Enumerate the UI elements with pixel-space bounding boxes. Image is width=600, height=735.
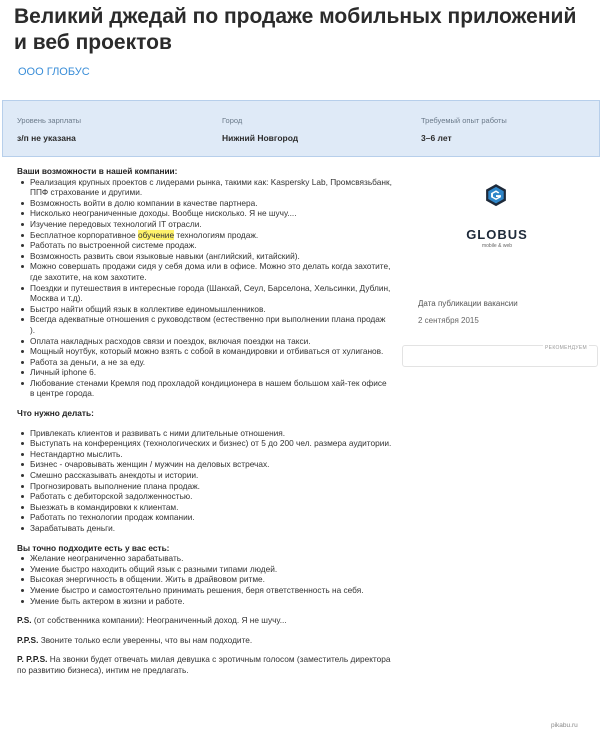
list-item: Можно совершать продажи сидя у себя дома или в офисе. Можно это делать когда захотите, где захотите, на ком захотите.: [17, 261, 392, 282]
list-item: Выезжать в командировки к клиентам.: [17, 502, 392, 513]
vacancy-info-band: [2, 100, 600, 157]
list-item: Поездки и путешествия в интересные города (Шанхай, Сеул, Барселона, Хельсинки, Дублин, Москва и т.д).: [17, 283, 392, 304]
pps-note: [17, 635, 392, 646]
list-item: Умение быстро и самостоятельно принимать решения, беря ответственность на себя.: [17, 585, 392, 596]
list-item: Изучение передовых технологий IT отрасли.: [17, 219, 392, 230]
experience-value: 3–6 лет: [421, 133, 452, 143]
list-item: Работа за деньги, а не за еду.: [17, 357, 392, 368]
pps-label: P.P.S.: [17, 634, 39, 645]
company-link[interactable]: ООО ГЛОБУС: [18, 66, 90, 78]
opportunities-heading: Ваши возможности в нашей компании:: [17, 166, 178, 176]
list-item: Возможность развить свои языковые навыки (английский, китайский).: [17, 251, 392, 262]
duties-heading: Что нужно делать:: [17, 408, 94, 419]
watermark: pikabu.ru: [551, 722, 578, 729]
list-item: Нестандартно мыслить.: [17, 449, 392, 460]
list-item: Умение быть актером в жизни и работе.: [17, 596, 392, 607]
fit-heading: Вы точно подходите есть у вас есть:: [17, 542, 170, 553]
opportunities-list: [17, 177, 392, 399]
ppps-note: [17, 654, 392, 675]
ps-note: [17, 615, 392, 626]
fit-list: [17, 553, 392, 606]
list-item: Привлекать клиентов и развивать с ними длительные отношения.: [17, 428, 392, 439]
list-item: Смешно рассказывать анекдоты и истории.: [17, 470, 392, 481]
training-text-before: Бесплатное корпоративное: [30, 229, 138, 240]
list-item: Возможность войти в долю компании в качестве партнера.: [17, 198, 392, 209]
salary-label: Уровень зарплаты: [17, 116, 82, 125]
vacancy-title: Великий джедай по продаже мобильных приложений и веб проектов: [14, 5, 577, 54]
highlighted-word: обучение: [137, 229, 175, 240]
experience-label: Требуемый опыт работы: [421, 116, 507, 125]
publication-date-label: Дата публикации вакансии: [418, 299, 518, 308]
vacancy-description: [17, 166, 392, 676]
list-item: Любование стенами Кремля под прохладой кондиционера в нашем большом хай-тек офисе в центре города.: [17, 378, 392, 399]
list-item: Работать по технологии продаж компании.: [17, 512, 392, 523]
list-item: Оплата накладных расходов связи и поездок, включая поездки на такси.: [17, 336, 392, 347]
list-item: Желание неограниченно зарабатывать.: [17, 553, 392, 564]
list-item: [17, 230, 392, 241]
ppps-text: На звонки будет отвечать милая девушка с эротичным голосом (заместитель директора по развитию бизнеса), интим не предлагать.: [17, 654, 391, 675]
list-item: Выступать на конференциях (технологических и бизнес) от 5 до 200 чел. размера аудитории.: [17, 438, 392, 449]
list-item: Мощный ноутбук, который можно взять с собой в командировки и отбиваться от хулиганов.: [17, 346, 392, 357]
list-item: Высокая энергичность в общении. Жить в драйвовом ритме.: [17, 574, 392, 585]
list-item: Работать с дебиторской задолженностью.: [17, 491, 392, 502]
recommended-box: [402, 345, 598, 367]
city-value: Нижний Новгород: [222, 133, 299, 143]
city-label: Город: [222, 116, 243, 125]
list-item: Работать по выстроенной системе продаж.: [17, 240, 392, 251]
company-logo[interactable]: [454, 183, 538, 227]
list-item: Быстро найти общий язык в коллективе единомышленников.: [17, 304, 392, 315]
publication-date: 2 сентября 2015: [418, 316, 479, 325]
logo-name: GLOBUS: [466, 227, 528, 242]
training-text-after: технологиям продаж.: [174, 229, 259, 240]
ps-text: (от собственника компании): Неограниченный доход. Я не шучу...: [31, 615, 287, 626]
ps-label: P.S.: [17, 615, 32, 626]
list-item: Бизнес - очаровывать женщин / мужчин на деловых встречах.: [17, 459, 392, 470]
salary-value: з/п не указана: [17, 133, 76, 143]
list-item: Прогнозировать выполнение плана продаж.: [17, 481, 392, 492]
list-item: Умение быстро находить общий язык с разными типами людей.: [17, 564, 392, 575]
list-item: Личный iphone 6.: [17, 367, 392, 378]
list-item: Реализация крупных проектов с лидерами рынка, такими как: Kaspersky Lab, Промсвязьбанк, ППФ страхование и другими.: [17, 177, 392, 198]
recommended-label: РЕКОМЕНДУЕМ: [545, 345, 587, 351]
pps-text: Звоните только если уверенны, что вы нам подходите.: [38, 634, 253, 645]
ppps-label: P. P.P.S.: [17, 654, 48, 665]
list-item: Всегда адекватные отношения с руководством (естественно при выполнении плана продаж ).: [17, 314, 392, 335]
list-item: Нисколько неограниченные доходы. Вообще нисколько. Я не шучу....: [17, 208, 392, 219]
list-item: Зарабатывать деньги.: [17, 523, 392, 534]
duties-list: [17, 428, 392, 534]
logo-tagline: mobile & web: [481, 243, 512, 249]
